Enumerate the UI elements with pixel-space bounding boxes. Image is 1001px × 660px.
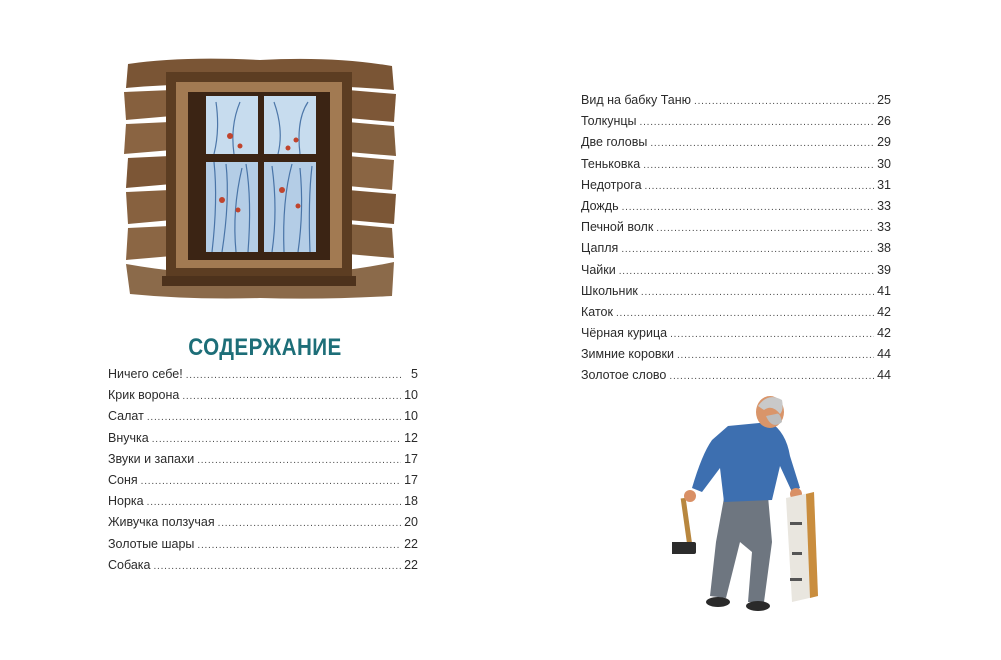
toc-entry-title: Звуки и запахи	[108, 451, 195, 466]
toc-entry-page: 12	[404, 430, 418, 445]
toc-entry-page: 30	[877, 156, 891, 171]
toc-leader	[186, 365, 403, 386]
toc-entry-title: Зимние коровки	[581, 347, 674, 362]
toc-entry-page: 31	[877, 177, 891, 192]
toc-entry-page: 39	[877, 262, 891, 277]
toc-leader	[641, 282, 874, 303]
toc-left-column	[108, 364, 418, 576]
toc-right-column	[581, 90, 891, 387]
toc-entry-page: 10	[404, 388, 418, 403]
toc-entry[interactable]	[581, 217, 891, 238]
toc-leader	[621, 239, 874, 260]
toc-leader	[147, 492, 401, 513]
toc-entry-page: 22	[404, 557, 418, 572]
toc-entry-page: 10	[404, 409, 418, 424]
toc-entry[interactable]	[581, 132, 891, 153]
toc-entry-title: Теньковка	[581, 156, 641, 171]
toc-entry-page: 22	[404, 536, 418, 551]
toc-entry-title: Салат	[108, 409, 144, 424]
toc-entry-page: 5	[411, 367, 418, 381]
toc-entry[interactable]	[581, 111, 891, 132]
contents-title: СОДЕРЖАНИЕ	[188, 334, 342, 362]
toc-entry-title: Толкунцы	[581, 114, 637, 129]
toc-leader	[152, 429, 401, 450]
toc-entry-page: 18	[404, 494, 418, 509]
old-man-illustration	[672, 392, 822, 622]
hammer	[672, 498, 696, 554]
toc-entry-title: Печной волк	[581, 220, 654, 235]
toc-entry-title: Две головы	[581, 135, 648, 150]
toc-leader	[656, 218, 874, 239]
toc-leader	[640, 112, 875, 133]
toc-entry-title: Живучка ползучая	[108, 515, 215, 530]
toc-leader	[619, 261, 874, 282]
toc-entry-title: Золотое слово	[581, 368, 667, 383]
toc-leader	[218, 513, 401, 534]
birch-log	[786, 492, 818, 602]
toc-entry-title: Вид на бабку Таню	[581, 93, 692, 107]
right-page	[500, 0, 1001, 660]
toc-entry[interactable]	[581, 323, 891, 344]
toc-leader	[182, 386, 401, 407]
toc-entry-page: 17	[404, 472, 418, 487]
toc-leader	[197, 450, 401, 471]
toc-entry[interactable]	[108, 534, 418, 555]
toc-entry-title: Соня	[108, 472, 138, 487]
shirt	[692, 422, 800, 502]
toc-entry-page: 25	[877, 93, 891, 107]
toc-leader	[197, 535, 401, 556]
toc-entry[interactable]	[581, 196, 891, 217]
toc-entry[interactable]	[108, 364, 418, 385]
toc-entry-page: 29	[877, 135, 891, 150]
toc-entry[interactable]	[581, 302, 891, 323]
toc-entry[interactable]	[581, 344, 891, 365]
toc-entry-title: Ничего себе!	[108, 367, 183, 381]
toc-entry-title: Золотые шары	[108, 536, 195, 551]
toc-leader	[643, 155, 874, 176]
toc-entry-title: Недотрога	[581, 177, 642, 192]
left-page	[0, 0, 500, 660]
toc-entry[interactable]	[108, 555, 418, 576]
toc-entry-page: 42	[877, 326, 891, 341]
toc-leader	[694, 91, 874, 112]
toc-entry[interactable]	[581, 90, 891, 111]
toc-entry[interactable]	[108, 470, 418, 491]
toc-entry-title: Крик ворона	[108, 388, 180, 403]
toc-entry-page: 44	[877, 368, 891, 383]
toc-entry-title: Чёрная курица	[581, 326, 668, 341]
toc-entry[interactable]	[108, 428, 418, 449]
toc-entry[interactable]	[581, 175, 891, 196]
toc-entry-title: Норка	[108, 494, 144, 509]
toc-leader	[147, 407, 401, 428]
toc-entry-title: Каток	[581, 304, 613, 319]
toc-entry[interactable]	[108, 449, 418, 470]
toc-leader	[616, 303, 874, 324]
toc-leader	[650, 133, 874, 154]
toc-entry[interactable]	[581, 238, 891, 259]
toc-leader	[141, 471, 401, 492]
head	[756, 396, 784, 428]
toc-leader	[670, 324, 874, 345]
toc-leader	[669, 366, 874, 387]
toc-entry-page: 26	[877, 114, 891, 129]
toc-entry-page: 38	[877, 241, 891, 256]
toc-entry-page: 20	[404, 515, 418, 530]
toc-entry-title: Собака	[108, 557, 151, 572]
toc-entry[interactable]	[581, 260, 891, 281]
toc-entry[interactable]	[581, 281, 891, 302]
toc-entry[interactable]	[108, 406, 418, 427]
trousers	[710, 496, 772, 602]
window-illustration	[122, 50, 398, 302]
toc-entry-page: 44	[877, 347, 891, 362]
toc-entry-title: Внучка	[108, 430, 149, 445]
toc-entry[interactable]	[581, 365, 891, 386]
toc-entry-page: 41	[877, 283, 891, 298]
toc-entry-page: 33	[877, 198, 891, 213]
toc-entry-title: Чайки	[581, 262, 616, 277]
toc-entry[interactable]	[581, 154, 891, 175]
toc-entry[interactable]	[108, 512, 418, 533]
window-sill	[162, 276, 356, 286]
toc-entry-title: Дождь	[581, 198, 619, 213]
toc-leader	[622, 197, 875, 218]
toc-entry[interactable]	[108, 491, 418, 512]
toc-leader	[645, 176, 875, 197]
toc-entry-page: 17	[404, 451, 418, 466]
toc-entry-page: 33	[877, 220, 891, 235]
toc-entry-title: Школьник	[581, 283, 638, 298]
toc-entry[interactable]	[108, 385, 418, 406]
toc-leader	[154, 556, 402, 577]
toc-entry-page: 42	[877, 304, 891, 319]
toc-leader	[677, 345, 874, 366]
toc-entry-title: Цапля	[581, 241, 619, 256]
